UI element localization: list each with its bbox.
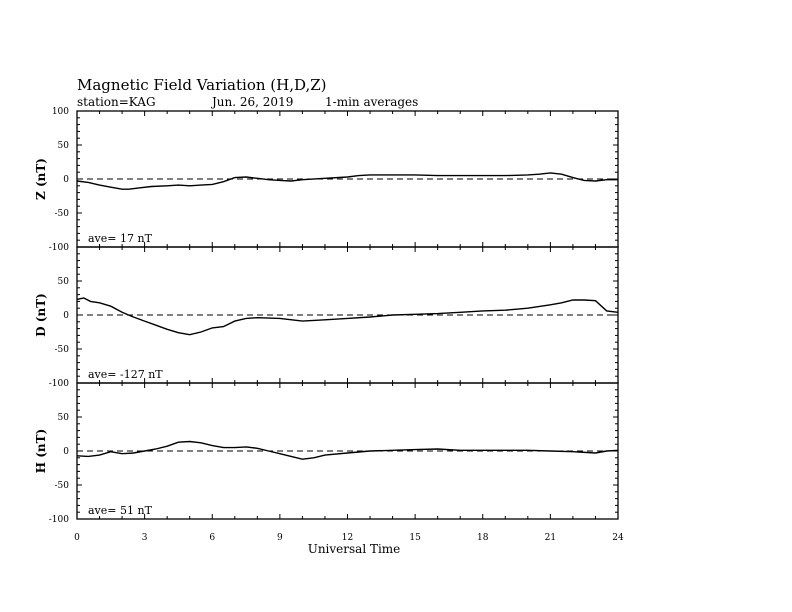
x-tick-label: 15 [409,533,421,543]
y-axis-label-z: Z (nT) [34,158,48,200]
series-line-d [77,298,618,335]
date-label: Jun. 26, 2019 [212,95,294,109]
panel-z [34,107,618,253]
chart-panels [34,107,618,525]
series-line-z [77,173,618,189]
y-tick-label-d: 50 [57,277,69,287]
y-tick-label-h: -100 [48,515,69,525]
y-tick-label-z: 50 [57,141,69,151]
y-tick-label-z: 0 [63,175,69,185]
panel-h [34,383,618,525]
station-label: station=KAG [77,95,156,109]
y-tick-label-d: -100 [48,379,69,389]
series-line-h [77,442,618,460]
chart-title: Magnetic Field Variation (H,D,Z) [77,76,327,94]
x-tick-label: 6 [209,533,216,543]
x-tick-label: 24 [612,533,624,543]
averaging-label: 1-min averages [325,95,419,109]
y-tick-label-z: -50 [54,209,69,219]
y-tick-label-h: 50 [57,413,69,423]
y-tick-label-d: -50 [54,345,69,355]
average-label-z: ave= 17 nT [88,232,152,245]
x-tick-label: 12 [341,533,354,543]
y-tick-label-z: -100 [48,243,69,253]
y-tick-label-h: 0 [63,447,69,457]
x-tick-label: 0 [74,533,80,543]
x-tick-label: 3 [141,533,148,543]
y-axis-label-d: D (nT) [34,293,48,337]
x-tick-label: 18 [477,533,489,543]
y-tick-label-d: 0 [63,311,69,321]
x-axis-label: Universal Time [307,542,401,556]
y-tick-label-h: -50 [54,481,69,491]
average-label-h: ave= 51 nT [88,504,152,517]
panel-d [34,247,618,389]
x-tick-label: 21 [544,533,557,543]
y-axis-label-h: H (nT) [34,428,48,474]
x-tick-label: 9 [277,533,283,543]
average-label-d: ave= -127 nT [88,368,163,381]
y-tick-label-z: 100 [51,107,69,117]
